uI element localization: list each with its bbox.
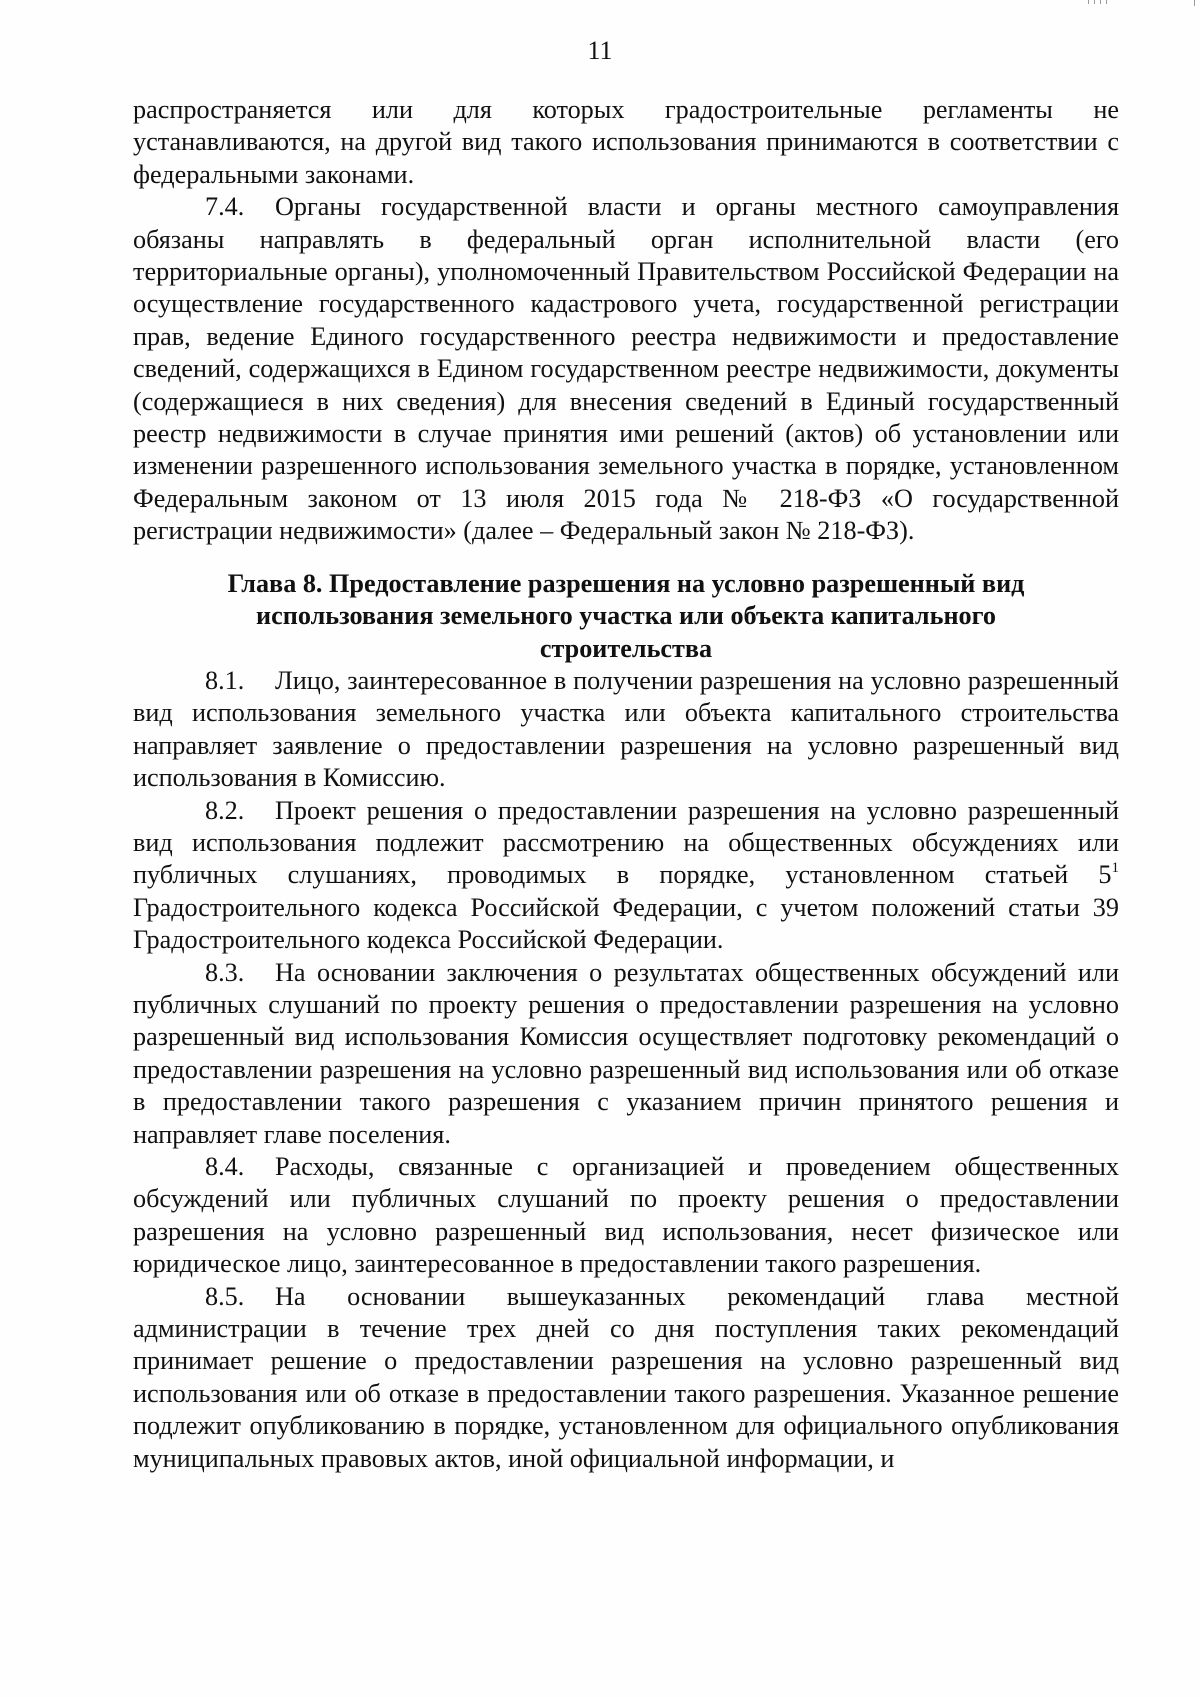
clause-number: 8.3. bbox=[205, 957, 245, 987]
clause-8-3 bbox=[133, 957, 1119, 1151]
clause-8-4 bbox=[133, 1151, 1119, 1281]
superscript-note: 1 bbox=[1111, 859, 1119, 876]
clause-8-2 bbox=[133, 795, 1119, 957]
clause-text-continued: Градостроительного кодекса Российской Федерации, с учетом положений статьи 39 Градостроительного кодекса Российской Федерации. bbox=[133, 892, 1119, 955]
chapter-heading: Глава 8. Предоставление разрешения на условно разрешенный вид использования земельного участка или объекта капитального строительства bbox=[227, 568, 1025, 663]
clause-text: Проект решения о предоставлении разрешения на условно разрешенный вид использования подлежит рассмотрению на общественных обсуждениях или публичных слушаниях, проводимых в порядке, установленном статьей 5 bbox=[133, 795, 1119, 890]
clause-number: 7.4. bbox=[205, 192, 245, 222]
clause-text: На основании вышеуказанных рекомендаций глава местной администрации в течение трех дней со дня поступления таких рекомендаций принимает решение о предоставлении разрешения на условно разрешенный вид использования или об отказе в предоставлении такого разрешения. Указанное решение подлежит опубликованию в порядке, установленном для официального опубликования муниципальных правовых актов, иной официальной информации, и bbox=[133, 1281, 1119, 1473]
clause-number: 8.2. bbox=[205, 795, 245, 825]
document-body bbox=[133, 94, 1119, 1475]
clause-number: 8.1. bbox=[205, 665, 245, 695]
clause-8-1 bbox=[133, 665, 1119, 795]
paragraph-7-4 bbox=[133, 191, 1119, 547]
paragraph-continuation: распространяется или для которых градостроительные регламенты не устанавливаются, на другой вид такого использования принимаются в соответствии с федеральными законами. bbox=[133, 95, 1119, 189]
clause-number: 8.5. bbox=[205, 1281, 245, 1311]
clause-text: На основании заключения о результатах общественных обсуждений или публичных слушаний по проекту решения о предоставлении разрешения на условно разрешенный вид использования Комиссия осуществляет подготовку рекомендаций о предоставлении разрешения на условно разрешенный вид использования или об отказе в предоставлении такого разрешения с указанием причин принятого решения и направляет главе поселения. bbox=[133, 957, 1119, 1149]
clause-8-5 bbox=[133, 1281, 1119, 1475]
clause-text: Лицо, заинтересованное в получении разрешения на условно разрешенный вид использования земельного участка или объекта капитального строительства направляет заявление о предоставлении разрешения на условно разрешенный вид использования в Комиссию. bbox=[133, 665, 1119, 793]
clause-text: Расходы, связанные с организацией и проведением общественных обсуждений или публичных слушаний по проекту решения о предоставлении разрешения на условно разрешенный вид использования, несет физическое или юридическое лицо, заинтересованное в предоставлении такого разрешения. bbox=[133, 1152, 1119, 1279]
clause-text: Органы государственной власти и органы местного самоуправления обязаны направлять в федеральный орган исполнительной власти (его территориальные органы), уполномоченный Правительством Российской Федерации на осуществление государственного кадастрового учета, государственной регистрации прав, ведение Единого государственного реестра недвижимости и предоставление сведений, содержащихся в Едином государственном реестре недвижимости, документы (содержащиеся в них сведения) для внесения сведений в Единый государственный реестр недвижимости в случае принятия ими решений (актов) об установлении или изменении разрешенного использования земельного участка в порядке, установленном Федеральным законом от 13 июля 2015 года № 218-ФЗ «О государственной регистрации недвижимости» (далее – Федеральный закон № 218-ФЗ). bbox=[133, 192, 1119, 546]
clause-number: 8.4. bbox=[205, 1152, 245, 1181]
scan-edge-marks bbox=[1080, 0, 1200, 6]
page-number: 11 bbox=[587, 36, 613, 65]
